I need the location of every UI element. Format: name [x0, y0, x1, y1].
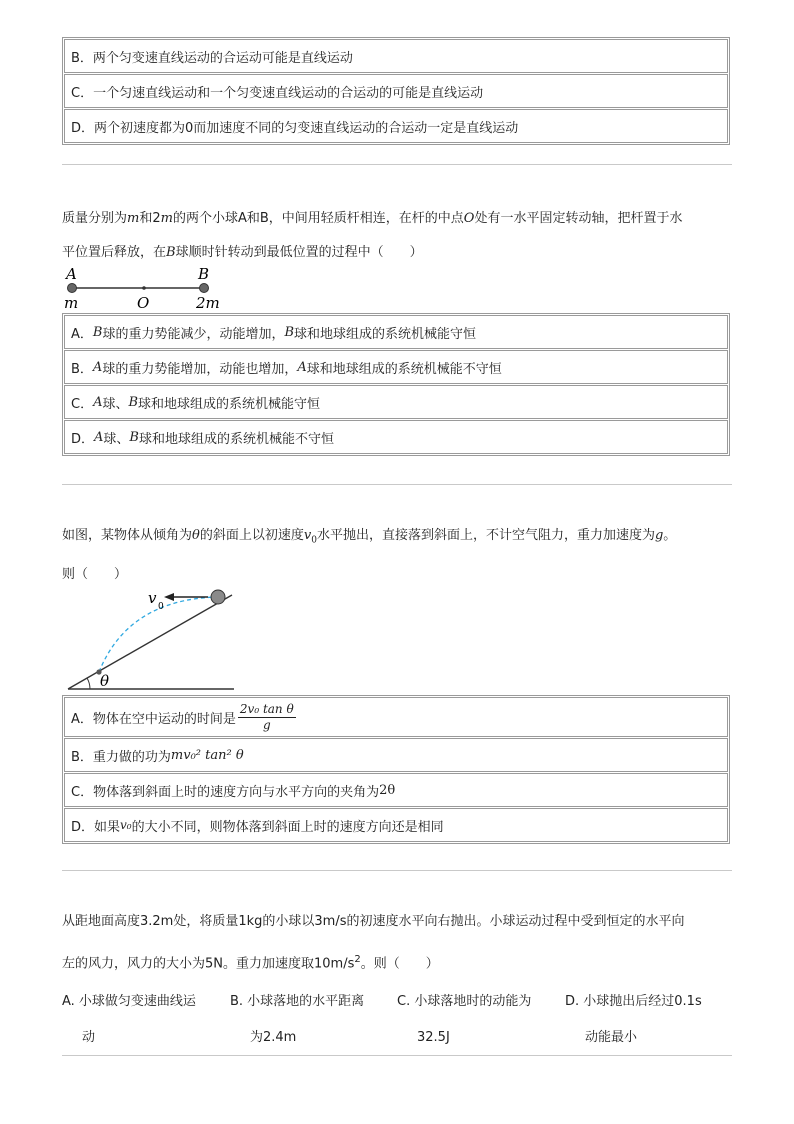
- option-d[interactable]: D．如果 v₀ 的大小不同，则物体落到斜面上时的速度方向还是相同: [64, 808, 728, 842]
- wind-option-d-line-2: 动能最小: [585, 1030, 638, 1045]
- option-c-text: C．一个匀速直线运动和一个匀变速直线运动的合运动的可能是直线运动: [71, 85, 484, 101]
- rod-stem-line-2: 平位置后释放，在B球顺时针转动到最低位置的过程中（ ）: [62, 245, 423, 260]
- option-b[interactable]: [64, 39, 728, 73]
- v0-sub-label: 0: [158, 602, 164, 612]
- question-divider: [62, 484, 732, 485]
- theta-label: θ: [100, 672, 110, 690]
- ball-b: [200, 284, 209, 293]
- rod-question-stem: [62, 202, 734, 270]
- v0-label: v: [148, 589, 157, 607]
- option-a[interactable]: A．物体在空中运动的时间是 $\frac{\text{2v₀ tan θ}}{g}$: [64, 697, 728, 737]
- question-divider: [62, 870, 732, 871]
- wind-stem-line-2: 左的风力，风力的大小为5N。重力加速度取$10m/s^2$。则（ ）: [62, 954, 439, 972]
- option-c[interactable]: [64, 74, 728, 108]
- option-d-text: D．两个初速度都为0而加速度不同的匀变速直线运动的合运动一定是直线运动: [71, 120, 519, 136]
- wind-option-c-line-1: C. 小球落地时的动能为: [397, 994, 532, 1009]
- label-2m: 2m: [196, 294, 220, 312]
- label-m: m: [64, 294, 79, 312]
- wind-option-b[interactable]: [230, 984, 390, 1056]
- wind-option-d-line-1: D. 小球抛出后经过0.1s: [565, 994, 702, 1009]
- option-c[interactable]: C．物体落到斜面上时的速度方向与水平方向的夹角为 2θ: [64, 773, 728, 807]
- label-a: A: [66, 265, 77, 283]
- wind-option-a-line-1: A. 小球做匀变速曲线运: [62, 994, 196, 1009]
- prev-question-options: [62, 37, 730, 145]
- wind-option-d[interactable]: [565, 984, 725, 1056]
- wind-option-c-line-2: 32.5J: [417, 1030, 450, 1045]
- time-fraction: $\frac{\text{2v₀ tan θ}}{g}$: [239, 701, 294, 732]
- rod-question-options: [62, 313, 730, 456]
- wind-option-b-line-2: 为2.4m: [250, 1030, 297, 1045]
- option-b[interactable]: B． A 球的重力势能增加，动能也增加， A 球和地球组成的系统机械能不守恒: [64, 350, 728, 384]
- pivot-o: [142, 286, 146, 290]
- question-divider: [62, 164, 732, 165]
- wind-option-c[interactable]: [397, 984, 557, 1056]
- slope-stem-line-2: 则（ ）: [62, 566, 128, 582]
- option-d[interactable]: [64, 109, 728, 143]
- label-o: O: [137, 294, 150, 312]
- theta-arc: [87, 678, 90, 689]
- wind-option-a-line-2: 动: [82, 1030, 96, 1045]
- option-d[interactable]: D． A 球、 B 球和地球组成的系统机械能不守恒: [64, 420, 728, 454]
- slope-figure: [62, 584, 242, 694]
- slope-question-options: [62, 695, 730, 844]
- slope-question-stem: [62, 519, 734, 592]
- projectile-ball: [211, 590, 225, 604]
- option-b[interactable]: B．重力做的功为 mv₀² tan² θ: [64, 738, 728, 772]
- option-c[interactable]: C． A 球、 B 球和地球组成的系统机械能守恒: [64, 385, 728, 419]
- ball-a: [68, 284, 77, 293]
- rod-stem-line-1: 质量分别为m和2m的两个小球A和B，中间用轻质杆相连，在杆的中点O处有一水平固定转动轴，把杆置于水: [62, 211, 683, 226]
- wind-stem-line-1: 从距地面高度3.2m处，将质量1kg的小球以3m/s的初速度水平向右抛出。小球运动过程中受到恒定的水平向: [62, 914, 685, 929]
- label-b: B: [198, 265, 210, 283]
- wind-option-a[interactable]: [62, 984, 222, 1056]
- wind-option-b-line-1: B. 小球落地的水平距离: [230, 994, 365, 1009]
- incline-line: [68, 595, 232, 689]
- slope-stem-line-1: 如图，某物体从倾角为θ的斜面上以初速度$v_0$水平抛出，直接落到斜面上，不计空气阻力，重力加速度为g。: [62, 528, 677, 546]
- velocity-arrowhead: [164, 593, 174, 601]
- wind-question-stem: [62, 903, 734, 983]
- question-divider: [62, 1055, 732, 1056]
- option-a[interactable]: A． B 球的重力势能减少，动能增加， B 球和地球组成的系统机械能守恒: [64, 315, 728, 349]
- rod-figure: [62, 264, 232, 314]
- option-b-text: B．两个匀变速直线运动的合运动可能是直线运动: [71, 50, 353, 66]
